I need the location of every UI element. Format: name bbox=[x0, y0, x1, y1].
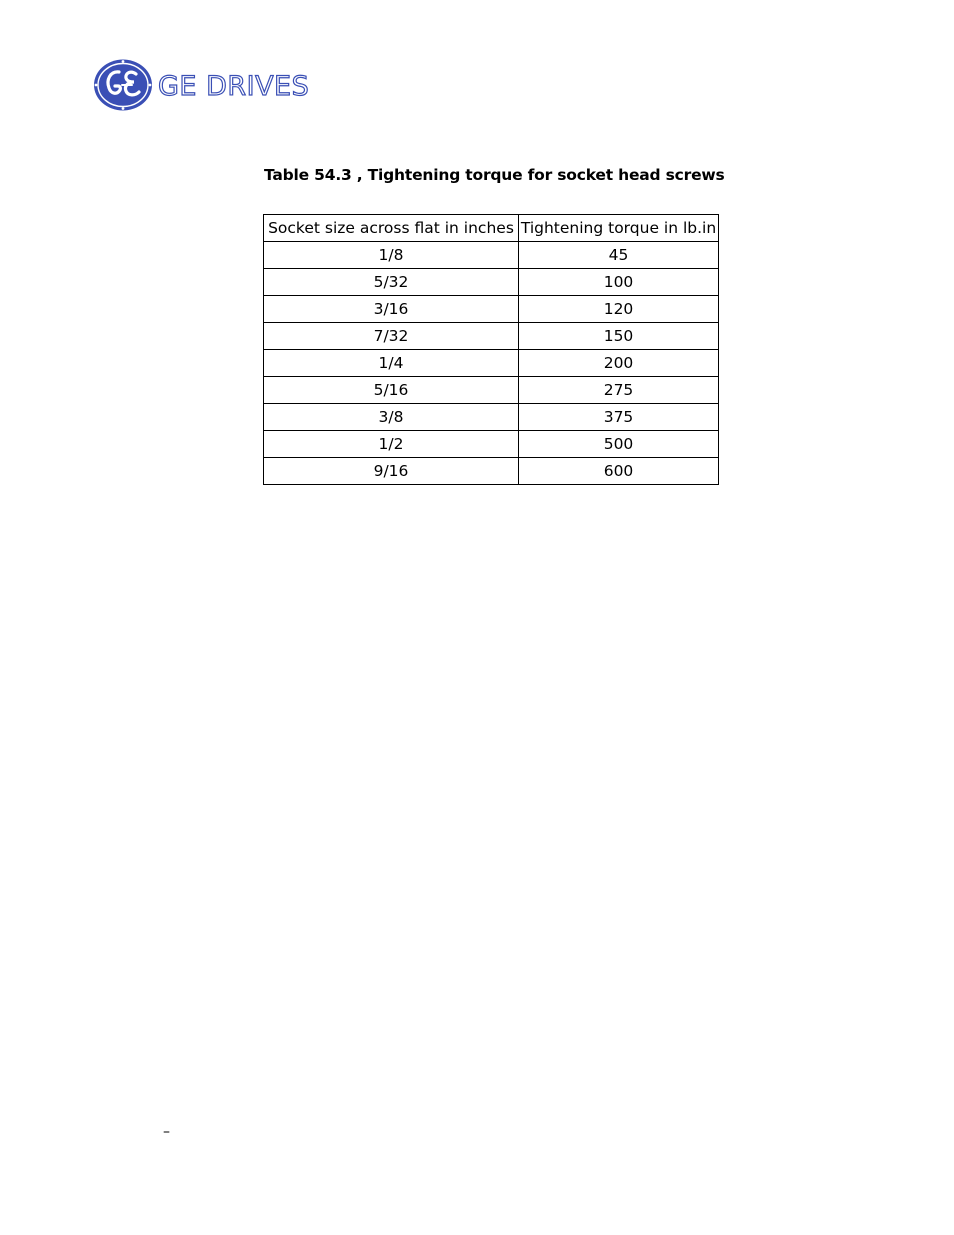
footer-mark: – bbox=[163, 1124, 170, 1140]
ge-monogram-icon bbox=[92, 58, 154, 112]
torque-cell: 200 bbox=[519, 350, 719, 377]
torque-table bbox=[263, 214, 719, 485]
torque-cell: 600 bbox=[519, 458, 719, 485]
table-header-row bbox=[264, 215, 719, 242]
table-row bbox=[264, 431, 719, 458]
table-row bbox=[264, 296, 719, 323]
table-row bbox=[264, 269, 719, 296]
table-row bbox=[264, 404, 719, 431]
table-row bbox=[264, 242, 719, 269]
socket-size-cell: 3/16 bbox=[264, 296, 519, 323]
table-row bbox=[264, 458, 719, 485]
socket-size-cell: 5/32 bbox=[264, 269, 519, 296]
socket-size-cell: 5/16 bbox=[264, 377, 519, 404]
logo-wordmark: GE DRIVES bbox=[158, 70, 310, 102]
torque-cell: 100 bbox=[519, 269, 719, 296]
ge-drives-logo bbox=[92, 57, 309, 113]
torque-cell: 45 bbox=[519, 242, 719, 269]
socket-size-cell: 1/8 bbox=[264, 242, 519, 269]
column-header-torque: Tightening torque in lb.in bbox=[519, 215, 719, 242]
torque-cell: 150 bbox=[519, 323, 719, 350]
torque-cell: 375 bbox=[519, 404, 719, 431]
table-row bbox=[264, 377, 719, 404]
column-header-socket-size: Socket size across flat in inches bbox=[264, 215, 519, 242]
socket-size-cell: 9/16 bbox=[264, 458, 519, 485]
socket-size-cell: 7/32 bbox=[264, 323, 519, 350]
torque-cell: 120 bbox=[519, 296, 719, 323]
table-title: Table 54.3 , Tightening torque for socket head screws bbox=[264, 166, 725, 184]
torque-cell: 275 bbox=[519, 377, 719, 404]
torque-cell: 500 bbox=[519, 431, 719, 458]
table-row bbox=[264, 323, 719, 350]
socket-size-cell: 1/4 bbox=[264, 350, 519, 377]
socket-size-cell: 1/2 bbox=[264, 431, 519, 458]
socket-size-cell: 3/8 bbox=[264, 404, 519, 431]
table-row bbox=[264, 350, 719, 377]
